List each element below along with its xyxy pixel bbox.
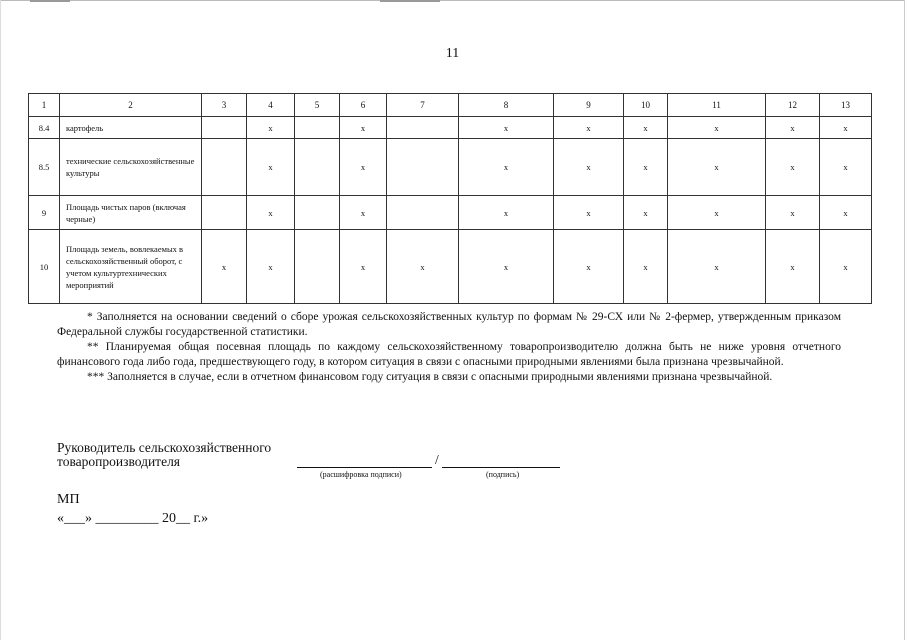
table-cell: x	[554, 139, 624, 196]
table-cell: x	[766, 117, 820, 139]
scan-edge-mark	[30, 0, 70, 2]
table-cell	[202, 196, 247, 230]
table-cell	[295, 230, 340, 304]
table-cell	[202, 117, 247, 139]
table-cell	[387, 196, 459, 230]
table-cell: x	[624, 139, 668, 196]
table-cell: x	[459, 196, 554, 230]
table-cell: x	[554, 230, 624, 304]
table-cell: x	[668, 196, 766, 230]
table-cell: x	[387, 230, 459, 304]
scan-edge-mark	[380, 0, 440, 2]
scan-edge-mark	[0, 0, 1, 640]
table-cell: x	[766, 196, 820, 230]
table-cell: x	[668, 117, 766, 139]
table-cell: x	[820, 139, 872, 196]
footnote-3: *** Заполняется в случае, если в отчетном финансовом году ситуация в связи с опасными природными явлениями признана чрезвычайной.	[87, 371, 773, 383]
header-cell: 4	[247, 94, 295, 117]
table-cell	[295, 196, 340, 230]
table-cell: x	[459, 230, 554, 304]
header-cell: 10	[624, 94, 668, 117]
row-number: 8.4	[29, 117, 60, 139]
row-number: 10	[29, 230, 60, 304]
table-cell	[387, 117, 459, 139]
footnote-2: ** Планируемая общая посевная площадь по каждому сельскохозяйственному товаропроизводителю должна быть не ниже уровня отчетного финансового года либо года, предшествующего году, в котором ситуация в связи с опасными природными явлениями была признана чрезвычайной.	[57, 341, 841, 368]
header-cell: 5	[295, 94, 340, 117]
table-cell: x	[247, 230, 295, 304]
signature-title-line1: Руководитель сельскохозяйственного	[57, 440, 272, 455]
table-cell: x	[340, 117, 387, 139]
row-number: 8.5	[29, 139, 60, 196]
scan-edge-mark	[0, 0, 905, 1]
row-name: технические сельскохозяйственные культуры	[60, 139, 202, 196]
footnotes	[57, 310, 841, 385]
table-cell: x	[820, 230, 872, 304]
table-cell: x	[668, 139, 766, 196]
table-cell: x	[554, 196, 624, 230]
row-number: 9	[29, 196, 60, 230]
table-cell: x	[340, 230, 387, 304]
table-cell: x	[202, 230, 247, 304]
table-header-row	[29, 94, 872, 117]
header-cell: 12	[766, 94, 820, 117]
table-cell: x	[624, 117, 668, 139]
header-cell: 3	[202, 94, 247, 117]
signature-title-line2: товаропроизводителя	[57, 454, 181, 469]
table-cell: x	[459, 117, 554, 139]
stamp-place: МП	[57, 492, 80, 507]
table-cell	[295, 139, 340, 196]
table-cell: x	[766, 230, 820, 304]
table-cell: x	[340, 139, 387, 196]
header-cell: 9	[554, 94, 624, 117]
table-row	[29, 139, 872, 196]
table-cell: x	[624, 196, 668, 230]
date-line: «___» _________ 20__ г.»	[57, 511, 209, 526]
caption-signature: (подпись)	[486, 470, 520, 479]
header-cell: 7	[387, 94, 459, 117]
table-cell: x	[247, 139, 295, 196]
header-cell: 8	[459, 94, 554, 117]
signature-slash: /	[435, 452, 439, 467]
table-cell	[202, 139, 247, 196]
table-row	[29, 230, 872, 304]
caption-decode-signature: (расшифровка подписи)	[320, 470, 402, 479]
data-table	[28, 93, 872, 304]
table-cell: x	[766, 139, 820, 196]
header-cell: 13	[820, 94, 872, 117]
table-cell: x	[820, 196, 872, 230]
table-row	[29, 117, 872, 139]
table-cell: x	[668, 230, 766, 304]
table-cell: x	[820, 117, 872, 139]
decode-signature-line	[297, 467, 432, 468]
signature-title	[57, 441, 271, 469]
table-cell: x	[459, 139, 554, 196]
table-cell: x	[624, 230, 668, 304]
row-name: картофель	[60, 117, 202, 139]
table-row	[29, 196, 872, 230]
signature-line	[442, 467, 560, 468]
header-cell: 6	[340, 94, 387, 117]
table-cell: x	[247, 117, 295, 139]
header-cell: 2	[60, 94, 202, 117]
table-cell	[295, 117, 340, 139]
table-cell: x	[340, 196, 387, 230]
header-cell: 11	[668, 94, 766, 117]
table-cell: x	[554, 117, 624, 139]
footnote-1: * Заполняется на основании сведений о сборе урожая сельскохозяйственных культур по формам № 29-СХ или № 2-фермер, утвержденным приказом Федеральной службы государственной статистики.	[57, 311, 841, 338]
table-cell	[387, 139, 459, 196]
header-cell: 1	[29, 94, 60, 117]
page-number: 11	[445, 46, 460, 61]
table-cell: x	[247, 196, 295, 230]
row-name: Площадь земель, вовлекаемых в сельскохозяйственный оборот, с учетом культуртехнических мероприятий	[60, 230, 202, 304]
row-name: Площадь чистых паров (включая черные)	[60, 196, 202, 230]
